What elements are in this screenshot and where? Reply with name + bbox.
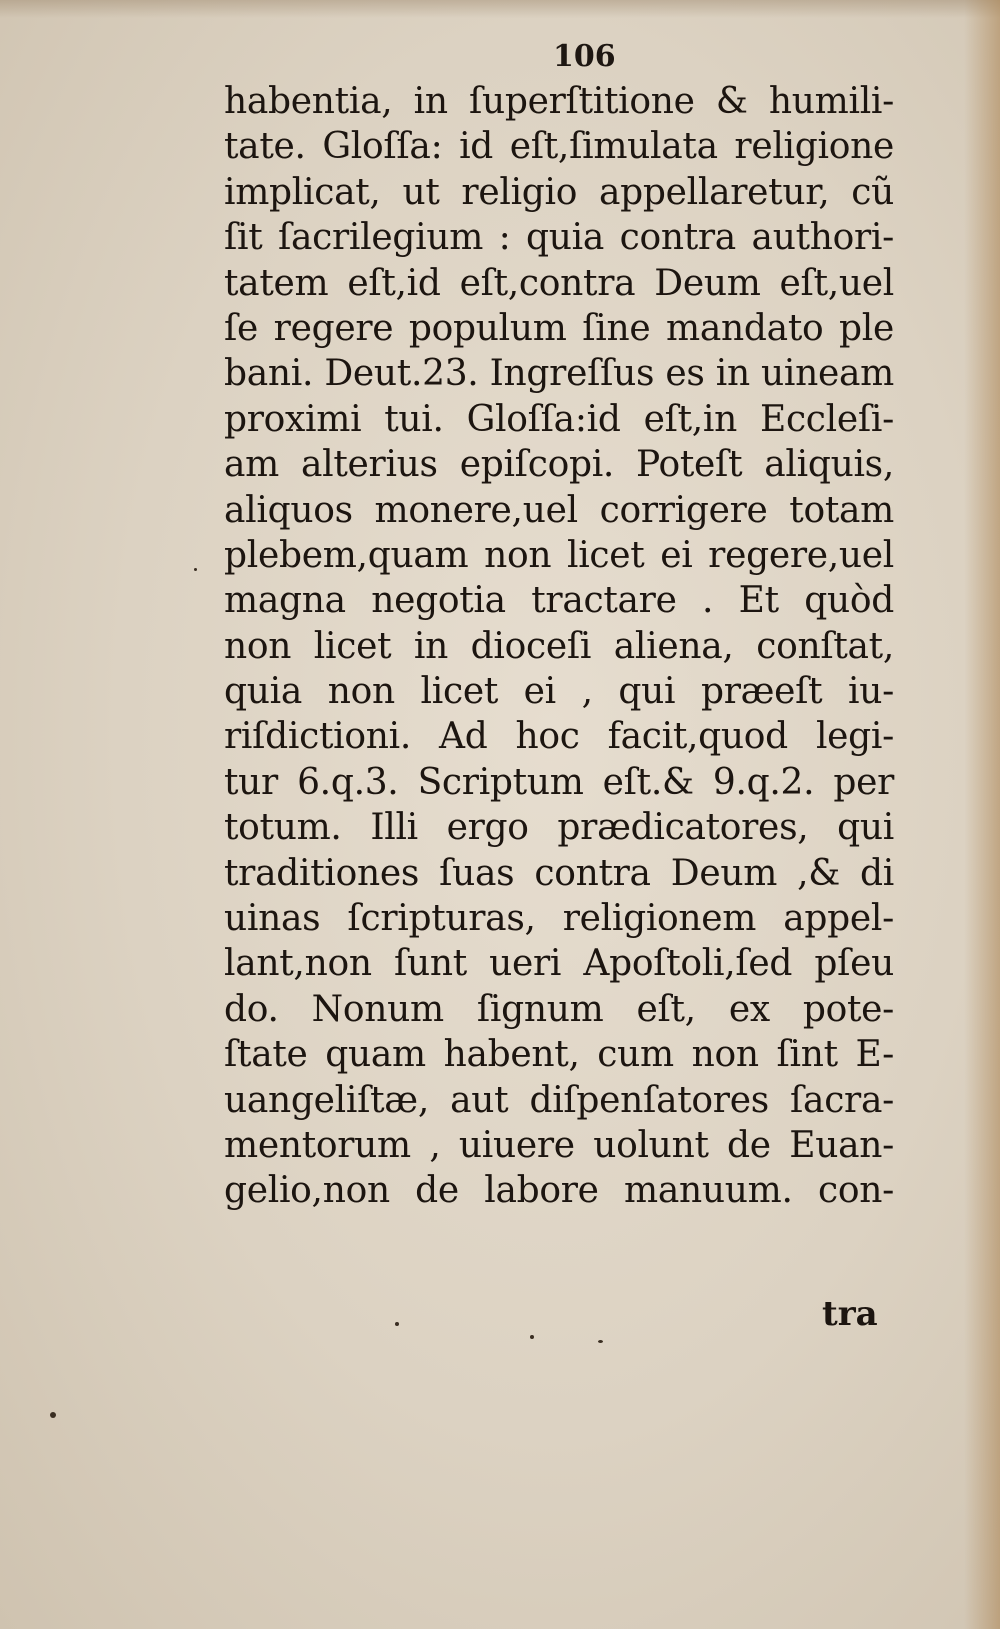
text-line: quia non licet ei , qui præeſt iu-: [224, 671, 894, 713]
ink-speck: [395, 1322, 399, 1326]
page-edge-shadow: [964, 0, 1000, 1629]
text-line: non licet in dioceſi aliena, conſtat,: [224, 625, 894, 667]
text-line: do. Nonum ſignum eſt, ex pote-: [224, 988, 894, 1030]
text-line: mentorum , uiuere uolunt de Euan-: [224, 1124, 894, 1166]
text-line: gelio,non de labore manuum. con-: [224, 1170, 894, 1212]
ink-speck: [50, 1412, 56, 1418]
text-line: tatem eſt,id eſt,contra Deum eſt,uel: [224, 262, 894, 304]
ink-speck: [194, 568, 197, 571]
page-number: 106: [553, 39, 616, 74]
text-line: plebem,quam non licet ei regere,uel: [224, 534, 894, 576]
text-line: riſdictioni. Ad hoc facit,quod legi-: [224, 716, 894, 758]
ink-speck: [530, 1335, 534, 1339]
ink-speck: [598, 1340, 603, 1343]
text-line: uinas ſcripturas, religionem appel-: [224, 898, 894, 940]
text-line: lant,non ſunt ueri Apoſtoli,ſed pſeu: [224, 943, 894, 985]
text-line: ſtate quam habent, cum non ſint E-: [224, 1034, 894, 1076]
text-line: tate. Gloſſa: id eſt,ſimulata religione: [224, 126, 894, 168]
text-line: totum. Illi ergo prædicatores, qui: [224, 807, 894, 849]
text-line: aliquos monere,uel corrigere totam: [224, 489, 894, 531]
text-line: traditiones ſuas contra Deum ,& di: [224, 852, 894, 894]
page-top-shadow: [0, 0, 1000, 18]
text-line: proximi tui. Gloſſa:id eſt,in Eccleſi-: [224, 398, 894, 440]
text-line: implicat, ut religio appellaretur, cũ: [224, 171, 894, 213]
catchword: tra: [822, 1294, 878, 1334]
text-line: tur 6.q.3. Scriptum eſt.& 9.q.2. per: [224, 761, 894, 803]
text-line: bani. Deut.23. Ingreſſus es in uineam: [224, 353, 894, 395]
text-line: uangeliſtæ, aut diſpenſatores ſacra-: [224, 1079, 894, 1121]
text-line: ſit ſacrilegium : quia contra authori-: [224, 217, 894, 259]
text-line: ſe regere populum ſine mandato ple: [224, 307, 894, 349]
text-line: magna negotia tractare . Et quòd: [224, 580, 894, 622]
text-line: habentia, in ſuperſtitione & humili-: [224, 81, 894, 122]
text-line: am alterius epiſcopi. Poteſt aliquis,: [224, 444, 894, 486]
body-text: [224, 79, 894, 1214]
